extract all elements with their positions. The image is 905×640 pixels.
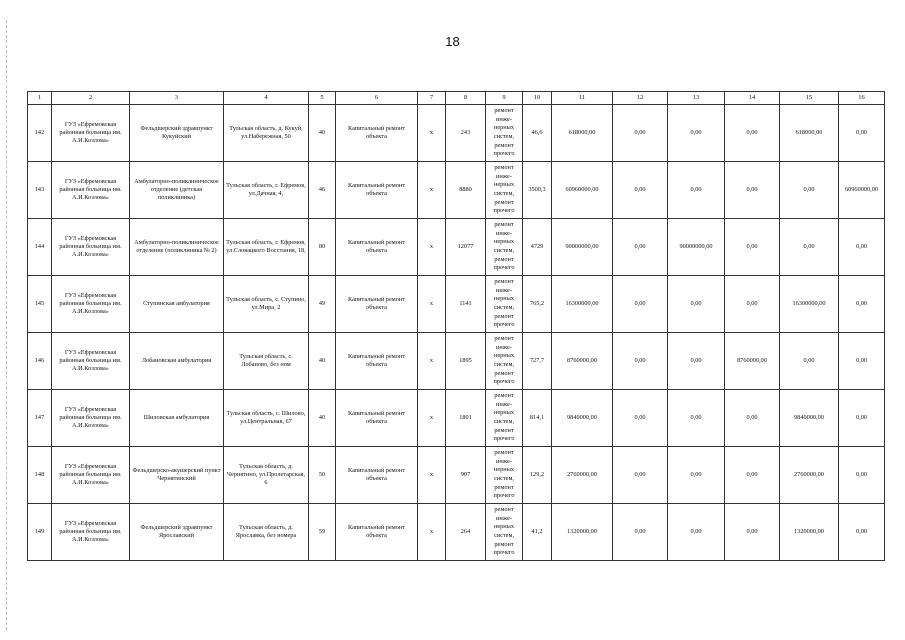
- table-cell-col-14: 0,00: [725, 162, 780, 219]
- page-number: 18: [445, 34, 460, 49]
- table-cell-col-11: 9840000,00: [552, 390, 613, 447]
- table-cell-col-10: 41,2: [523, 504, 552, 561]
- table-cell-col-12: 0,00: [613, 390, 668, 447]
- header-cell-11: 11: [552, 92, 613, 105]
- table-cell-col-12: 0,00: [613, 333, 668, 390]
- table-cell-col-16: 60960000,00: [839, 162, 885, 219]
- table-cell-col-6: Капитальный ремонт объекта: [336, 105, 418, 162]
- table-cell-col-10: 4729: [523, 219, 552, 276]
- table-cell-col-5: 80: [309, 219, 336, 276]
- table-cell-col-3: Фельдшерский здравпункт Кукуйский: [130, 105, 224, 162]
- header-cell-13: 13: [668, 92, 725, 105]
- table-row: [28, 105, 885, 162]
- header-cell-5: 5: [309, 92, 336, 105]
- table-cell-col-14: 0,00: [725, 504, 780, 561]
- table-cell-col-9: ремонт инже-нерных систем, ремонт прочего: [486, 447, 523, 504]
- table-row: [28, 276, 885, 333]
- table-cell-col-14: 0,00: [725, 447, 780, 504]
- header-cell-15: 15: [780, 92, 839, 105]
- table-cell-col-10: 129,2: [523, 447, 552, 504]
- table-cell-col-7: x: [418, 390, 446, 447]
- table-cell-col-8: 1141: [446, 276, 486, 333]
- table-cell-col-1: 144: [28, 219, 52, 276]
- table-cell-col-6: Капитальный ремонт объекта: [336, 390, 418, 447]
- table-cell-col-6: Капитальный ремонт объекта: [336, 447, 418, 504]
- table-cell-col-2: ГУЗ «Ефремовская районная больница им. А.И.Козлова»: [52, 333, 130, 390]
- table-cell-col-3: Шиловская амбулатория: [130, 390, 224, 447]
- table-cell-col-11: 8760000,00: [552, 333, 613, 390]
- table-cell-col-1: 148: [28, 447, 52, 504]
- table-cell-col-3: Фельдшерско-акушерский пункт Чернятинский: [130, 447, 224, 504]
- table-cell-col-4: Тульская область, д. Ярославка, без номера: [224, 504, 309, 561]
- table-cell-col-4: Тульская область, с. Ступино, ул.Мира, 2: [224, 276, 309, 333]
- table-cell-col-14: 8760000,00: [725, 333, 780, 390]
- table-cell-col-16: 0,00: [839, 504, 885, 561]
- header-cell-6: 6: [336, 92, 418, 105]
- table-cell-col-15: 9840000,00: [780, 390, 839, 447]
- table-cell-col-10: 814,1: [523, 390, 552, 447]
- table-cell-col-1: 149: [28, 504, 52, 561]
- table-cell-col-16: 0,00: [839, 276, 885, 333]
- table-row: [28, 390, 885, 447]
- table-cell-col-9: ремонт инже-нерных систем, ремонт прочего: [486, 333, 523, 390]
- table-cell-col-3: Фельдшерский здравпункт Ярославский: [130, 504, 224, 561]
- header-cell-10: 10: [523, 92, 552, 105]
- table-cell-col-6: Капитальный ремонт объекта: [336, 276, 418, 333]
- header-cell-16: 16: [839, 92, 885, 105]
- table-cell-col-7: x: [418, 333, 446, 390]
- table-cell-col-8: 264: [446, 504, 486, 561]
- table-cell-col-1: 145: [28, 276, 52, 333]
- table-row: [28, 219, 885, 276]
- table-cell-col-5: 40: [309, 105, 336, 162]
- table-cell-col-15: 2760000,00: [780, 447, 839, 504]
- table-cell-col-10: 46,6: [523, 105, 552, 162]
- table-cell-col-12: 0,00: [613, 276, 668, 333]
- capital-repair-table: [27, 91, 885, 561]
- header-cell-9: 9: [486, 92, 523, 105]
- table-cell-col-12: 0,00: [613, 219, 668, 276]
- header-cell-14: 14: [725, 92, 780, 105]
- table-cell-col-10: 765,2: [523, 276, 552, 333]
- table-cell-col-13: 0,00: [668, 105, 725, 162]
- table-cell-col-7: x: [418, 162, 446, 219]
- table-cell-col-4: Тульская область, г. Ефремов, ул.Словацкого Восстания, 18,: [224, 219, 309, 276]
- table-cell-col-12: 0,00: [613, 504, 668, 561]
- table-cell-col-15: 0,00: [780, 219, 839, 276]
- table-cell-col-9: ремонт инже-нерных систем, ремонт прочего: [486, 162, 523, 219]
- table-cell-col-6: Капитальный ремонт объекта: [336, 219, 418, 276]
- header-cell-4: 4: [224, 92, 309, 105]
- table-cell-col-3: Амбулаторно-поликлиническое отделение (детская поликлиника): [130, 162, 224, 219]
- table-cell-col-1: 147: [28, 390, 52, 447]
- table-cell-col-5: 50: [309, 447, 336, 504]
- header-cell-3: 3: [130, 92, 224, 105]
- header-cell-12: 12: [613, 92, 668, 105]
- table-cell-col-2: ГУЗ «Ефремовская районная больница им. А.И.Козлова»: [52, 105, 130, 162]
- table-cell-col-11: 60960000,00: [552, 162, 613, 219]
- table-cell-col-11: 618000,00: [552, 105, 613, 162]
- table-cell-col-16: 0,00: [839, 390, 885, 447]
- table-cell-col-16: 0,00: [839, 447, 885, 504]
- table-cell-col-2: ГУЗ «Ефремовская районная больница им. А.И.Козлова»: [52, 390, 130, 447]
- table-cell-col-6: Капитальный ремонт объекта: [336, 162, 418, 219]
- table-cell-col-14: 0,00: [725, 276, 780, 333]
- table-cell-col-4: Тульская область, д. Чернятино, ул.Пролетарская, 6: [224, 447, 309, 504]
- left-margin-rule: [6, 20, 7, 630]
- table-cell-col-13: 0,00: [668, 447, 725, 504]
- table-cell-col-13: 90000000,00: [668, 219, 725, 276]
- table-cell-col-5: 59: [309, 504, 336, 561]
- table-cell-col-2: ГУЗ «Ефремовская районная больница им. А.И.Козлова»: [52, 447, 130, 504]
- table-cell-col-9: ремонт инже-нерных систем, ремонт прочего: [486, 504, 523, 561]
- table-cell-col-8: 12077: [446, 219, 486, 276]
- header-cell-7: 7: [418, 92, 446, 105]
- table-row: [28, 162, 885, 219]
- header-cell-8: 8: [446, 92, 486, 105]
- table-cell-col-16: 0,00: [839, 219, 885, 276]
- table-cell-col-13: 0,00: [668, 390, 725, 447]
- table-row: [28, 447, 885, 504]
- table-cell-col-7: x: [418, 504, 446, 561]
- table-cell-col-8: 243: [446, 105, 486, 162]
- table-cell-col-14: 0,00: [725, 390, 780, 447]
- table-row: [28, 504, 885, 561]
- table-cell-col-11: 16300000,00: [552, 276, 613, 333]
- header-cell-2: 2: [52, 92, 130, 105]
- table-cell-col-15: 1320000,00: [780, 504, 839, 561]
- table-cell-col-11: 90000000,00: [552, 219, 613, 276]
- table-cell-col-2: ГУЗ «Ефремовская районная больница им. А.И.Козлова»: [52, 504, 130, 561]
- table-cell-col-8: 1895: [446, 333, 486, 390]
- table-cell-col-15: 0,00: [780, 333, 839, 390]
- table-cell-col-4: Тульская область, с. Шилово, ул.Центральная, 67: [224, 390, 309, 447]
- table-cell-col-15: 618000,00: [780, 105, 839, 162]
- table-cell-col-4: Тульская область, с. Лобаново, без ном: [224, 333, 309, 390]
- table-cell-col-16: 0,00: [839, 105, 885, 162]
- table-cell-col-2: ГУЗ «Ефремовская районная больница им. А.И.Козлова»: [52, 219, 130, 276]
- table-cell-col-5: 40: [309, 390, 336, 447]
- table-cell-col-3: Лобановская амбулатория: [130, 333, 224, 390]
- header-cell-1: 1: [28, 92, 52, 105]
- table-cell-col-7: x: [418, 447, 446, 504]
- table-cell-col-6: Капитальный ремонт объекта: [336, 333, 418, 390]
- table-cell-col-5: 40: [309, 333, 336, 390]
- table-cell-col-5: 49: [309, 276, 336, 333]
- table-cell-col-12: 0,00: [613, 105, 668, 162]
- table-cell-col-6: Капитальный ремонт объекта: [336, 504, 418, 561]
- table-cell-col-9: ремонт инже-нерных систем, ремонт прочего: [486, 390, 523, 447]
- table-cell-col-13: 0,00: [668, 276, 725, 333]
- table-cell-col-7: x: [418, 219, 446, 276]
- table-cell-col-3: Амбулаторно-поликлиническое отделение (поликлиника № 2): [130, 219, 224, 276]
- table-cell-col-2: ГУЗ «Ефремовская районная больница им. А.И.Козлова»: [52, 276, 130, 333]
- table-header-row: [28, 92, 885, 105]
- table-cell-col-2: ГУЗ «Ефремовская районная больница им. А.И.Козлова»: [52, 162, 130, 219]
- table-cell-col-1: 146: [28, 333, 52, 390]
- table-cell-col-14: 0,00: [725, 105, 780, 162]
- table-cell-col-10: 727,7: [523, 333, 552, 390]
- table-cell-col-8: 907: [446, 447, 486, 504]
- table-cell-col-13: 0,00: [668, 333, 725, 390]
- table-cell-col-4: Тульская область, г. Ефремов, ул.Дачная, 4,: [224, 162, 309, 219]
- table-cell-col-12: 0,00: [613, 162, 668, 219]
- table-cell-col-1: 143: [28, 162, 52, 219]
- table-cell-col-11: 2760000,00: [552, 447, 613, 504]
- table-row: [28, 333, 885, 390]
- table-cell-col-7: x: [418, 105, 446, 162]
- table-cell-col-13: 0,00: [668, 162, 725, 219]
- table-cell-col-12: 0,00: [613, 447, 668, 504]
- table-cell-col-8: 1801: [446, 390, 486, 447]
- table-cell-col-15: 16300000,00: [780, 276, 839, 333]
- table-cell-col-9: ремонт инже-нерных систем, ремонт прочего: [486, 219, 523, 276]
- table-cell-col-9: ремонт инже-нерных систем, ремонт прочего: [486, 105, 523, 162]
- table-cell-col-15: 0,00: [780, 162, 839, 219]
- table-cell-col-16: 0,00: [839, 333, 885, 390]
- table-cell-col-5: 46: [309, 162, 336, 219]
- table-cell-col-8: 8880: [446, 162, 486, 219]
- table-cell-col-10: 3500,3: [523, 162, 552, 219]
- table-cell-col-14: 0,00: [725, 219, 780, 276]
- table-cell-col-13: 0,00: [668, 504, 725, 561]
- table-cell-col-1: 142: [28, 105, 52, 162]
- table-cell-col-4: Тульская область, д. Кукуй, ул.Набережная, 50: [224, 105, 309, 162]
- table-cell-col-7: x: [418, 276, 446, 333]
- table-cell-col-3: Ступинская амбулатория: [130, 276, 224, 333]
- table-cell-col-11: 1320000,00: [552, 504, 613, 561]
- table-cell-col-9: ремонт инже-нерных систем, ремонт прочего: [486, 276, 523, 333]
